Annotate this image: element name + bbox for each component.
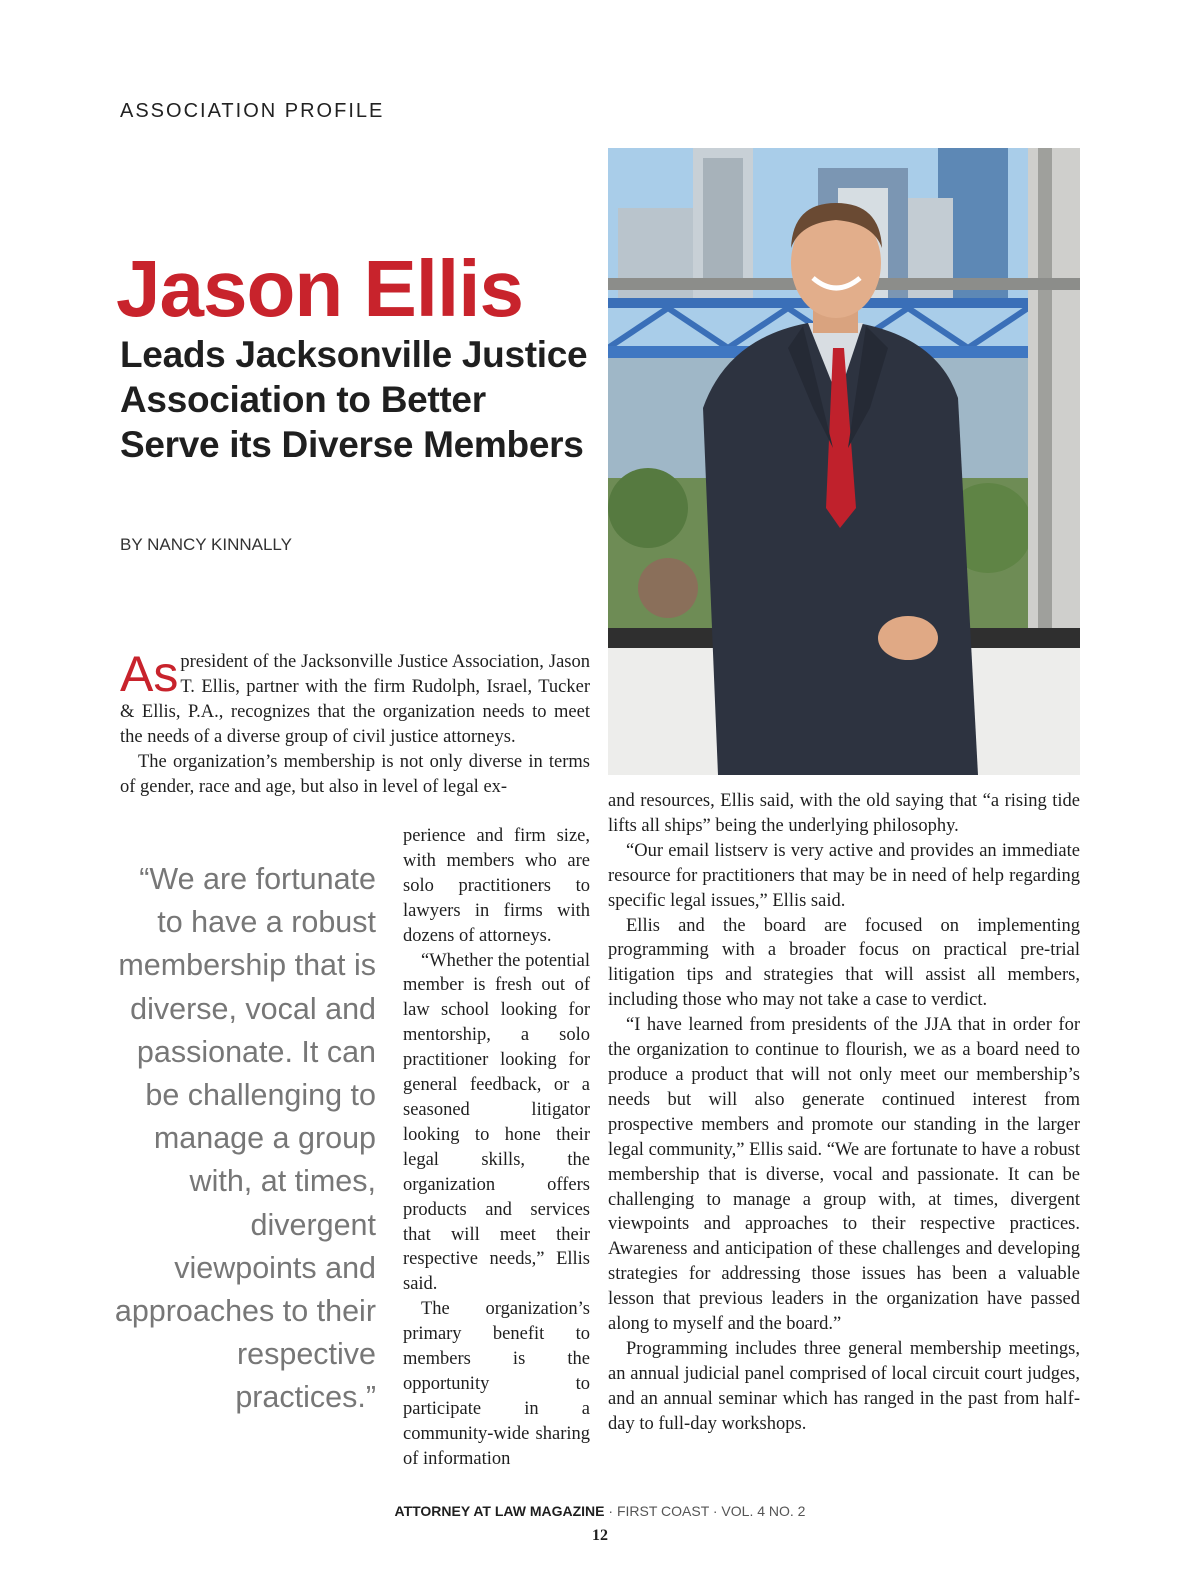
right-paragraph-1: and resources, Ellis said, with the old saying that “a rising tide lifts all ships” being the underlying philosophy. — [608, 791, 1080, 836]
membership-paragraph-cont: perience and firm size, with members who are solo practitioners to lawyers in firms with dozens of attorneys. — [403, 826, 590, 946]
drop-cap: As — [120, 646, 179, 702]
intro-paragraph — [120, 646, 590, 750]
membership-paragraph-start: The organization’s membership is not only diverse in terms of gender, race and age, but also in level of legal ex- — [120, 751, 590, 797]
article-subhead: Leads Jacksonville Justice Association to Better Serve its Diverse Members — [120, 334, 588, 465]
pull-quote: “We are fortunate to have a robust membership that is diverse, vocal and passionate. It can be challenging to manage a group with, at times, divergent viewpoints and approaches to their respective practices.” — [114, 862, 376, 1415]
portrait-photo — [608, 148, 1080, 775]
right-paragraph-3: Ellis and the board are focused on implementing programming with a broader focus on practical pre-trial litigation tips and strategies that will assist all members, including those who may not take a case to verdict. — [608, 915, 1080, 1011]
page-footer — [0, 1503, 1200, 1519]
intro-text: president of the Jacksonville Justice Association, Jason T. Ellis, partner with the firm Rudolph, Israel, Tucker & Ellis, P.A., recognizes that the organization needs to meet the needs of a diverse group of civil justice attorneys. — [120, 652, 590, 747]
benefit-paragraph: The organization’s primary benefit to members is the opportunity to participate in a community-wide sharing of information — [403, 1299, 590, 1469]
section-label: ASSOCIATION PROFILE — [120, 100, 385, 122]
page-number: 12 — [592, 1527, 608, 1544]
portrait-illustration — [608, 148, 1080, 775]
intro-section — [120, 646, 590, 799]
narrow-column — [403, 824, 590, 1472]
right-paragraph-5: Programming includes three general membership meetings, an annual judicial panel comprised of local circuit court judges, and an annual seminar which has ranged in the past from half-day to full-day workshops. — [608, 1338, 1080, 1434]
whether-paragraph: “Whether the potential member is fresh out of law school looking for mentorship, a solo practitioner looking for general feedback, or a seasoned litigator looking to hone their legal skills, the organization offers products and services that will meet their respective needs,” Ellis said. — [403, 950, 590, 1295]
right-paragraph-2: “Our email listserv is very active and provides an immediate resource for practitioners that may be in need of help regarding specific legal issues,” Ellis said. — [608, 840, 1080, 911]
right-column — [608, 789, 1080, 1437]
article-headline: Jason Ellis — [116, 244, 523, 333]
byline: BY NANCY KINNALLY — [120, 535, 292, 554]
magazine-name: ATTORNEY AT LAW MAGAZINE — [394, 1503, 605, 1519]
edition-info: · FIRST COAST · VOL. 4 NO. 2 — [604, 1503, 806, 1519]
right-paragraph-4: “I have learned from presidents of the JJA that in order for the organization to continue to flourish, we as a board need to produce a product that will not only meet our membership’s needs but will also generate continued interest from prospective members and promote our standing in the larger legal community,” Ellis said. “We are fortunate to have a robust membership that is diverse, vocal and passionate. It can be challenging to manage a group with, at times, divergent viewpoints and approaches to their respective practices. Awareness and anticipation of these challenges and developing strategies for addressing those issues has been a valuable lesson that previous leaders in the organization have passed along to myself and the board.” — [608, 1015, 1080, 1335]
